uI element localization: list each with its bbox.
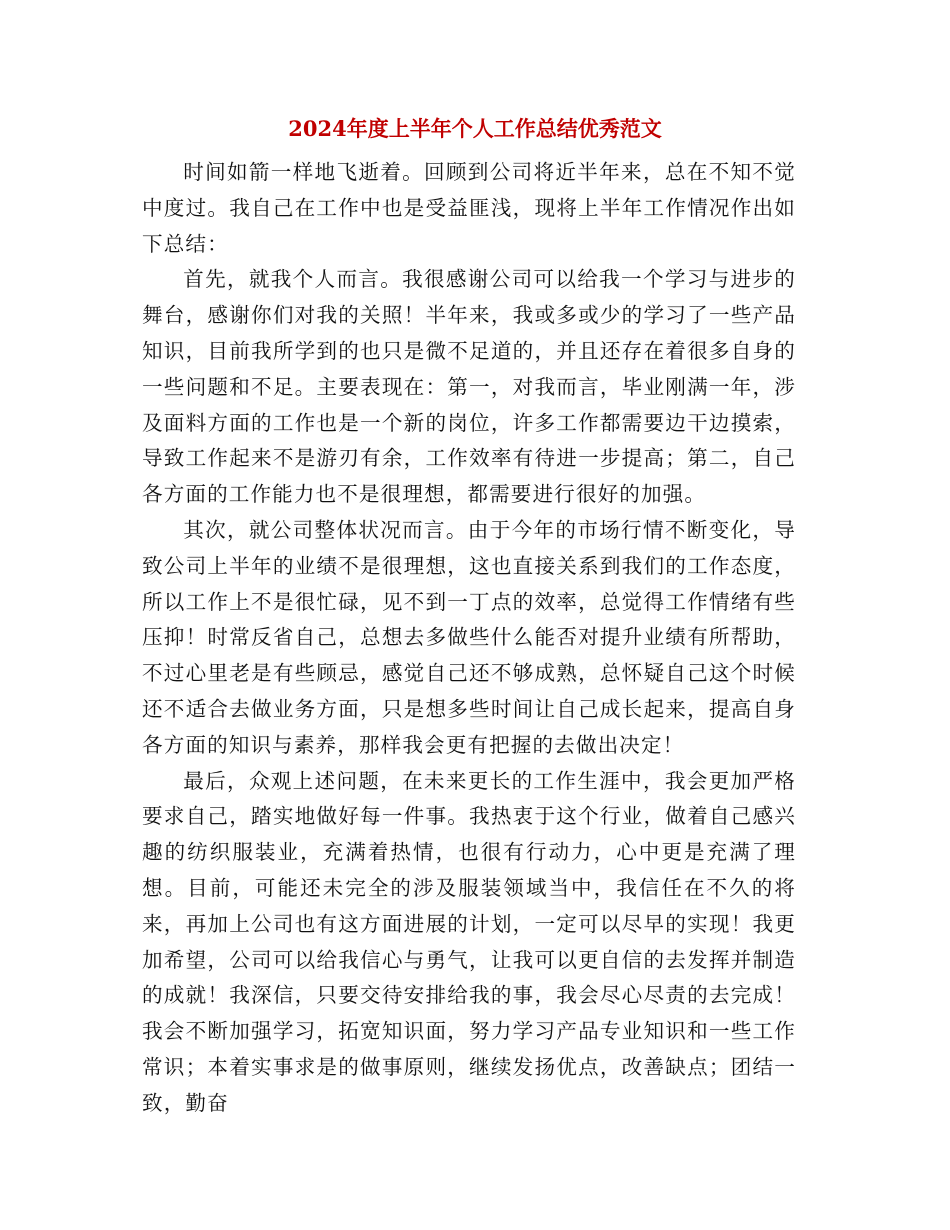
document-body [142,155,796,1122]
document-title: 2024年度上半年个人工作总结优秀范文 [288,116,662,141]
paragraph-first: 首先，就我个人而言。我很感谢公司可以给我一个学习与进步的舞台，感谢你们对我的关照！半年来，我或多或少的学习了一些产品知识，目前我所学到的也只是微不足道的，并且还存在着很多自身的一些问题和不足。主要表现在：第一，对我而言，毕业刚满一年，涉及面料方面的工作也是一个新的岗位，许多工作都需要边干边摸索，导致工作起来不是游刃有余，工作效率有待进一步提高；第二，自己各方面的工作能力也不是很理想，都需要进行很好的加强。 [142,267,796,507]
paragraph-last: 最后，众观上述问题，在未来更长的工作生涯中，我会更加严格要求自己，踏实地做好每一件事。我热衷于这个行业，做着自己感兴趣的纺织服装业，充满着热情，也很有行动力，心中更是充满了理想。目前，可能还未完全的涉及服装领域当中，我信任在不久的将来，再加上公司也有这方面进展的计划，一定可以尽早的实现！我更加希望，公司可以给我信心与勇气，让我可以更自信的去发挥并制造的成就！我深信，只要交待安排给我的事，我会尽心尽责的去完成！我会不断加强学习，拓宽知识面，努力学习产品专业知识和一些工作常识；本着实事求是的做事原则，继续发扬优点，改善缺点；团结一致，勤奋 [142,768,796,1115]
paragraph-intro: 时间如箭一样地飞逝着。回顾到公司将近半年来，总在不知不觉中度过。我自己在工作中也是受益匪浅，现将上半年工作情况作出如下总结： [142,160,796,256]
paragraph-second: 其次，就公司整体状况而言。由于今年的市场行情不断变化，导致公司上半年的业绩不是很理想，这也直接关系到我们的工作态度，所以工作上不是很忙碌，见不到一丁点的效率，总觉得工作情绪有些压抑！时常反省自己，总想去多做些什么能否对提升业绩有所帮助，不过心里老是有些顾忌，感觉自己还不够成熟，总怀疑自己这个时候还不适合去做业务方面，只是想多些时间让自己成长起来，提高自身各方面的知识与素养，那样我会更有把握的去做出决定！ [142,517,796,757]
